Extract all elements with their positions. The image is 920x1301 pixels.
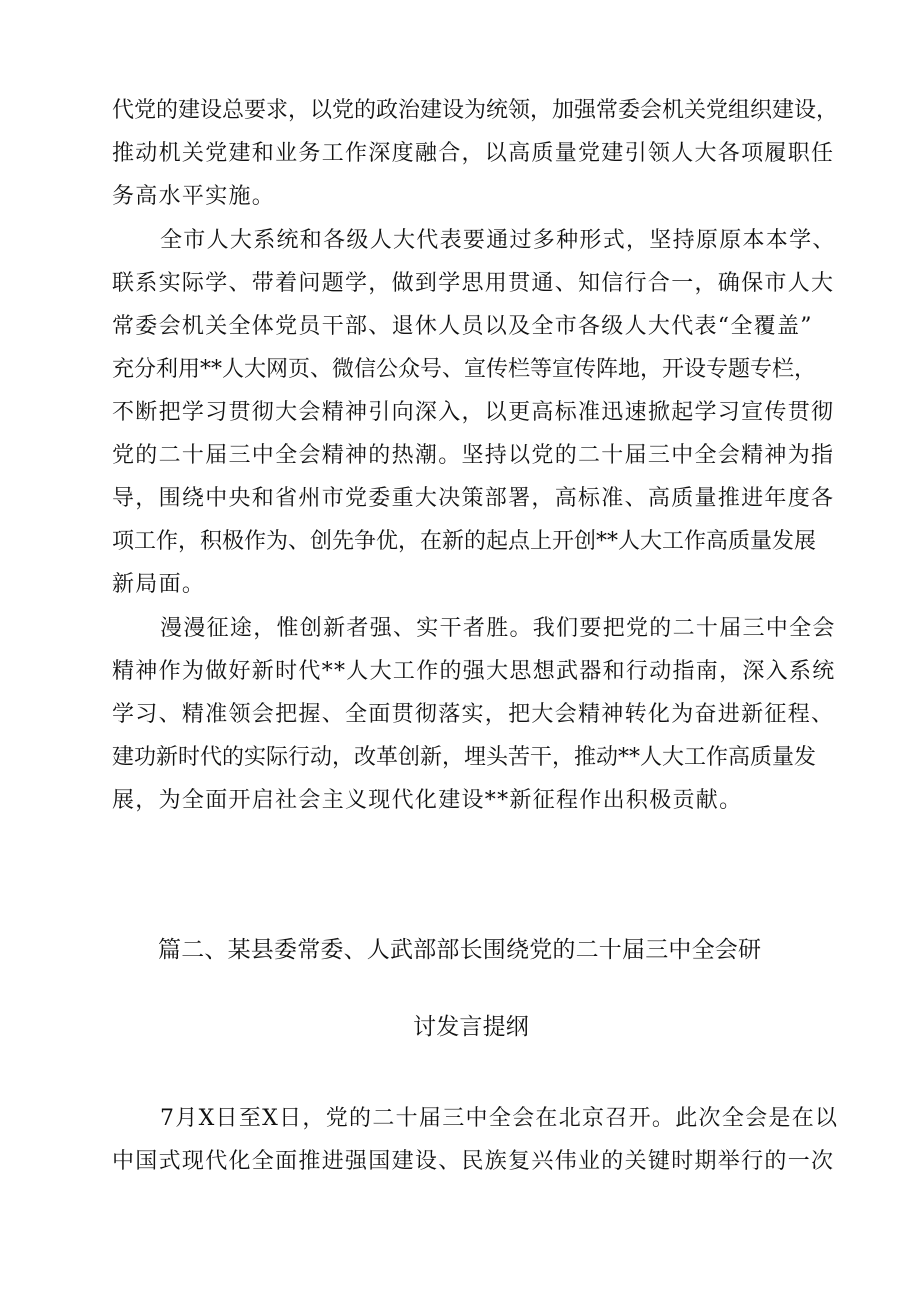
- section-title-line: 讨发言提纲: [413, 1014, 529, 1040]
- paragraph-line: 新局面。: [112, 572, 206, 597]
- paragraph-line: 充分利用**人大网页、微信公众号、宣传栏等宣传阵地，开设专题专栏，: [112, 357, 817, 382]
- paragraph-line: 项工作，积极作为、创先争优，在新的起点上开创**人大工作高质量发展: [112, 529, 817, 554]
- paragraph-line: 代党的建设总要求，以党的政治建设为统领，加强常委会机关党组织建设，: [112, 98, 839, 123]
- section-title-line: 篇二、某县委常委、人武部部长围绕党的二十届三中全会研: [158, 937, 762, 963]
- paragraph-line: 学习、精准领会把握、全面贯彻落实，把大会精神转化为奋进新征程、: [112, 702, 835, 727]
- paragraph-line: 务高水平实施。: [112, 184, 276, 209]
- paragraph-line: 导，围绕中央和省州市党委重大决策部署，高标准、高质量推进年度各: [112, 486, 835, 511]
- paragraph-line: 不断把学习贯彻大会精神引向深入，以更高标准迅速掀起学习宣传贯彻: [112, 400, 835, 425]
- paragraph-line: 展，为全面开启社会主义现代化建设**新征程作出积极贡献。: [112, 788, 743, 813]
- paragraph-line: 建功新时代的实际行动，改革创新，埋头苦干，推动**人大工作高质量发: [112, 745, 817, 770]
- paragraph-line: 漫漫征途，惟创新者强、实干者胜。我们要把党的二十届三中全会: [160, 616, 836, 641]
- paragraph-line: 中国式现代化全面推进强国建设、民族复兴伟业的关键时期举行的一次: [112, 1149, 835, 1174]
- paragraph-line: 联系实际学、带着问题学，做到学思用贯通、知信行合一，确保市人大: [112, 271, 835, 296]
- paragraph-line: 精神作为做好新时代**人大工作的强大思想武器和行动指南，深入系统: [112, 659, 836, 684]
- paragraph-line: 7月X日至X日，党的二十届三中全会在北京召开。此次全会是在以: [160, 1106, 839, 1131]
- paragraph-line: 常委会机关全体党员干部、退休人员以及全市各级人大代表“全覆盖”: [112, 314, 813, 339]
- paragraph-line: 全市人大系统和各级人大代表要通过多种形式，坚持原原本本学、: [160, 228, 836, 253]
- paragraph-line: 推动机关党建和业务工作深度融合，以高质量党建引领人大各项履职任: [112, 141, 835, 166]
- paragraph-line: 党的二十届三中全会精神的热潮。坚持以党的二十届三中全会精神为指: [112, 443, 835, 468]
